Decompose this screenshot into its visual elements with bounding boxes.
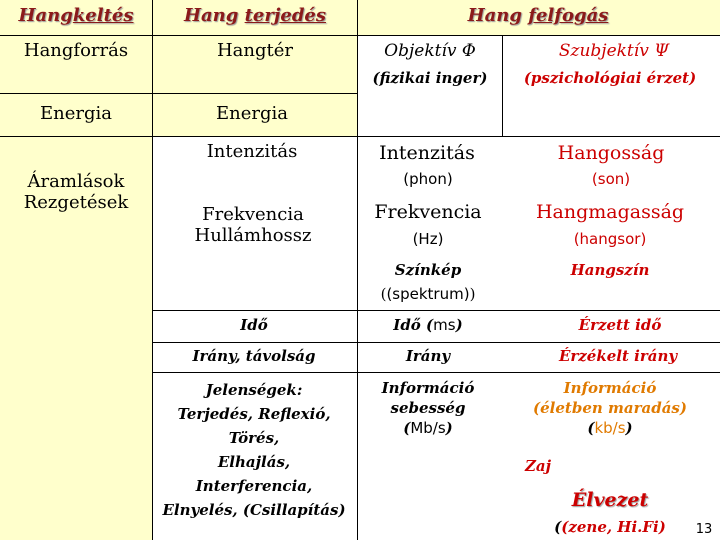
header-sound-generation [18, 6, 133, 27]
cell-subjective: Szubjektív Ψ [558, 41, 670, 61]
grid-line [152, 372, 720, 373]
header-suffix: felfogás [528, 5, 609, 26]
cell-timbre: Hangszín [570, 261, 650, 279]
grid-line [0, 93, 357, 94]
cell-frequency-unit: (Hz) [412, 230, 444, 248]
cell-frequency-objective: Frekvencia [374, 201, 482, 223]
cell-currents-line: Rezgetések [23, 191, 129, 213]
cell-energy-2: Energia [216, 103, 288, 124]
cell-intensity-objective: Intenzitás [379, 142, 475, 164]
cell-pitch: Hangmagasság [535, 201, 685, 223]
cell-info-unit: kb/s [594, 419, 626, 437]
cell-perceived-time: Érzett idő [578, 316, 662, 334]
grid-line [152, 342, 720, 343]
grid-line [357, 0, 358, 540]
cell-phenomena [162, 378, 345, 522]
cell-objective: Objektív Φ [384, 41, 476, 61]
cell-frequency-line: Hullámhossz [194, 224, 312, 246]
grid-line [0, 136, 720, 137]
cell-frequency-line: Frekvencia [202, 204, 304, 225]
cell-currents-line: Áramlások [27, 171, 125, 192]
cell-info-rate [382, 378, 475, 438]
cell-info-unit-close: ) [445, 419, 453, 437]
cell-info-line: sebesség [390, 399, 466, 417]
cell-pleasure: Élvezet [571, 489, 649, 511]
cell-phenomena-line: Elnyelés, (Csillapítás) [162, 501, 346, 519]
cell-frequency-propagation [195, 205, 312, 246]
cell-pleasure-sub-text: (zene, Hi.Fi) [561, 518, 666, 536]
cell-info-unit-open: ( [403, 419, 411, 437]
cell-energy-1: Energia [40, 103, 112, 124]
cell-phenomena-line: Interferencia, [195, 477, 313, 495]
cell-spectrum: Színkép [394, 261, 462, 279]
cell-phenomena-line: Elhajlás, [217, 453, 291, 471]
cell-time-unit: ms [433, 316, 456, 334]
cell-loudness-unit: (son) [591, 170, 631, 188]
cell-phenomena-line: Terjedés, Reflexió, [177, 405, 331, 423]
cell-perceived-direction: Érzékelt irány [558, 347, 678, 365]
cell-objective-sub: (fizikai inger) [372, 69, 488, 87]
header-suffix: terjedés [244, 5, 326, 26]
header-sound-propagation [184, 6, 326, 27]
cell-noise: Zaj [524, 457, 552, 475]
cell-phenomena-line: Jelenségek: [205, 381, 303, 399]
cell-info-unit-close: ) [625, 419, 633, 437]
cell-info-line: Információ [381, 379, 475, 397]
cell-direction-distance: Irány, távolság [192, 347, 316, 365]
header-prefix: Hang [18, 5, 73, 26]
header-sound-perception [468, 6, 609, 27]
cell-info-survival [533, 378, 687, 438]
cell-spectrum-unit: ((spektrum)) [380, 285, 476, 303]
header-suffix: keltés [72, 5, 134, 26]
grid-line [0, 35, 720, 36]
cell-spectrum-unit-text: (spektrum) [386, 285, 470, 303]
cell-info-unit-open: ( [587, 419, 595, 437]
cell-phenomena-line: Törés, [228, 429, 280, 447]
cell-intensity-unit: (phon) [403, 170, 453, 188]
cell-currents [24, 172, 129, 213]
header-prefix: Hang [467, 5, 529, 26]
cell-info-unit: Mb/s [410, 419, 446, 437]
cell-sound-field: Hangtér [216, 40, 294, 61]
cell-pleasure-sub: ((zene, Hi.Fi) [554, 518, 666, 536]
cell-intensity-propagation: Intenzitás [206, 141, 298, 162]
cell-subjective-sub: (pszichológiai érzet) [523, 69, 697, 87]
page-number: 13 [695, 522, 713, 537]
cell-info-line: Információ [563, 379, 657, 397]
cell-info-line: (életben maradás) [533, 399, 687, 417]
cell-time-close: ) [455, 316, 463, 334]
header-prefix: Hang [184, 5, 245, 26]
cell-time-text: Idő ( [393, 316, 434, 334]
grid-line [502, 35, 503, 136]
cell-direction: Irány [405, 347, 451, 365]
cell-pitch-unit: (hangsor) [573, 230, 647, 248]
cell-loudness: Hangosság [557, 142, 665, 164]
cell-time-objective [393, 317, 462, 334]
grid-line [152, 0, 153, 540]
cell-sound-source: Hangforrás [23, 40, 129, 61]
cell-time-propagation: Idő [240, 316, 268, 334]
grid-line [152, 310, 720, 311]
